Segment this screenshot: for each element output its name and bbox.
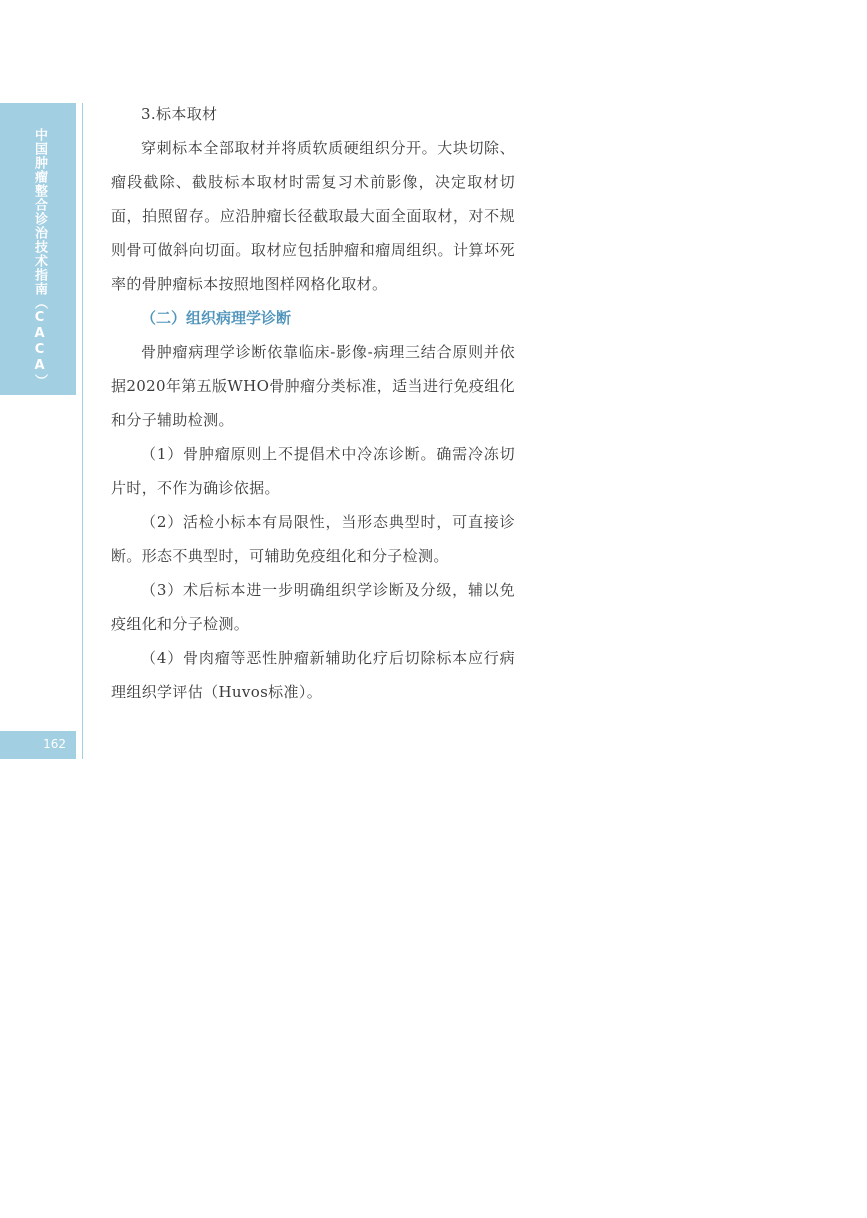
subsection-heading: 3.标本取材 — [141, 105, 218, 123]
page-number: 162 — [43, 737, 66, 751]
list-item: （2）活检小标本有局限性，当形态典型时，可直接诊断。形态不典型时，可辅助免疫组化和分子检测。 — [111, 513, 515, 565]
main-content — [111, 97, 515, 709]
section-heading: （二）组织病理学诊断 — [141, 309, 292, 327]
margin-rule — [82, 103, 83, 759]
list-item: （3）术后标本进一步明确组织学诊断及分级，辅以免疫组化和分子检测。 — [111, 581, 515, 633]
list-item: （1）骨肿瘤原则上不提倡术中冷冻诊断。确需冷冻切片时，不作为确诊依据。 — [111, 445, 515, 497]
page-number-badge — [0, 731, 76, 759]
list-item: （4）骨肉瘤等恶性肿瘤新辅助化疗后切除标本应行病理组织学评估（Huvos标准）。 — [111, 649, 515, 701]
paragraph-sampling: 穿刺标本全部取材并将质软质硬组织分开。大块切除、瘤段截除、截肢标本取材时需复习术前影像，决定取材切面，拍照留存。应沿肿瘤长径截取最大面全面取材，对不规则骨可做斜向切面。取材应包括肿瘤和瘤周组织。计算坏死率的骨肿瘤标本按照地图样网格化取材。 — [111, 139, 515, 293]
paragraph-diagnosis: 骨肿瘤病理学诊断依靠临床-影像-病理三结合原则并依据2020年第五版WHO骨肿瘤分类标准，适当进行免疫组化和分子辅助检测。 — [111, 343, 515, 429]
book-title: 中国肿瘤整合诊治技术指南（CACA） — [32, 128, 47, 388]
